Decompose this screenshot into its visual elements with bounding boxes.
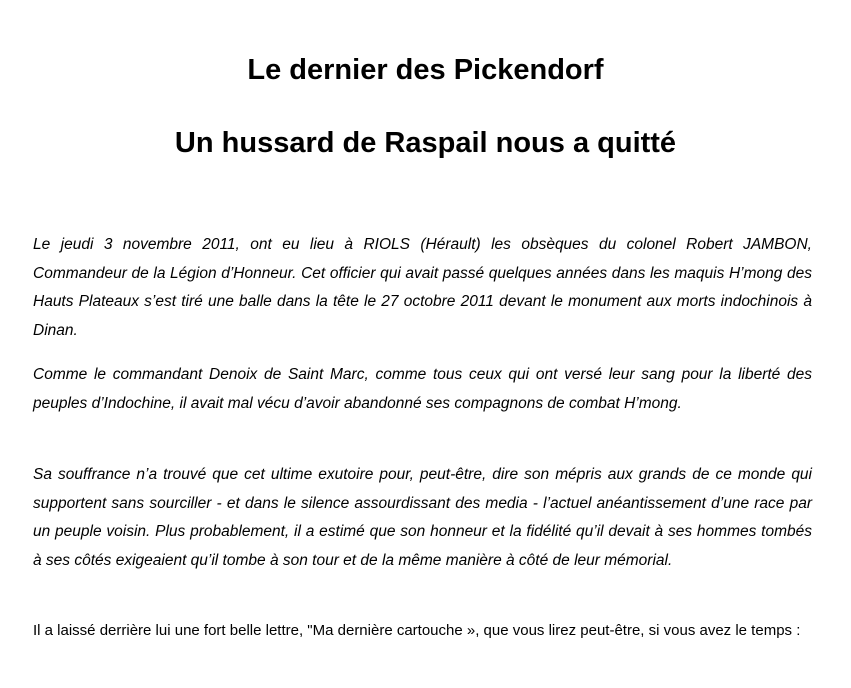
- document-title: Le dernier des Pickendorf: [247, 54, 604, 86]
- paragraph-souffrance: Sa souffrance n’a trouvé que cet ultime exutoire pour, peut-être, dire son mépris aux grands de ce monde qui supportent sans sourciller - et dans le silence assourdissant des media - l’actuel anéantissement d’une race par un peuple voisin. Plus probablement, il a estimé que son honneur et la fidélité qu’il devait à ses hommes tombés à ses côtés exigeaient qu’il tombe à son tour et de la même manière à côté de leur mémorial.: [33, 466, 812, 569]
- paragraph-obseques: Le jeudi 3 novembre 2011, ont eu lieu à RIOLS (Hérault) les obsèques du colonel Robert JAMBON, Commandeur de la Légion d’Honneur. Cet officier qui avait passé quelques années dans les maquis H’mong des Hauts Plateaux s’est tiré une balle dans la tête le 27 octobre 2011 devant le monument aux morts indochinois à Dinan.: [33, 236, 812, 339]
- paragraph-denoix: Comme le commandant Denoix de Saint Marc, comme tous ceux qui ont versé leur sang pour la liberté des peuples d’Indochine, il avait mal vécu d’avoir abandonné ses compagnons de combat H’mong.: [33, 366, 812, 412]
- paragraph-lettre: Il a laissé derrière lui une fort belle lettre, "Ma dernière cartouche », que vous lirez peut-être, si vous avez le temps :: [33, 622, 801, 639]
- document-subtitle: Un hussard de Raspail nous a quitté: [174, 127, 677, 159]
